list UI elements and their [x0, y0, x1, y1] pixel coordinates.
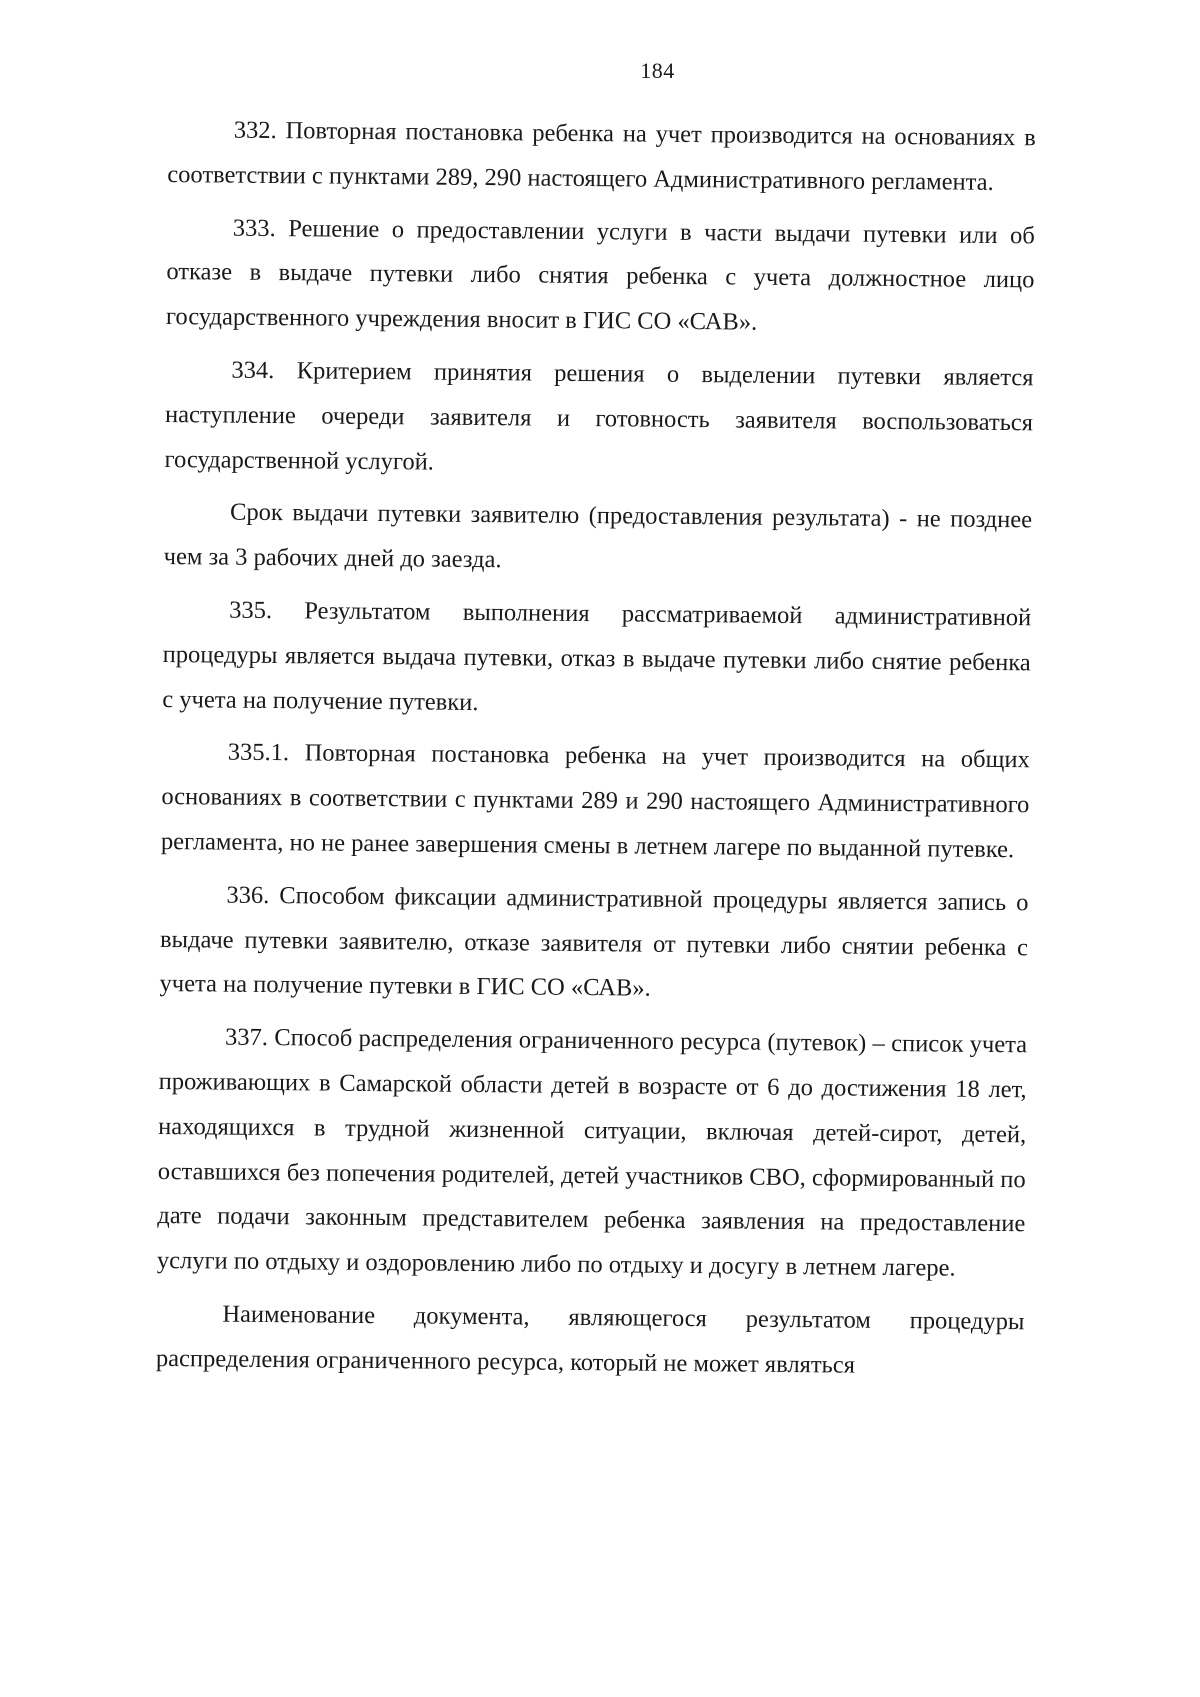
paragraph-336: 336. Способом фиксации административной процедуры является запись о выдаче путевки заявителю, отказе заявителя от путевки либо снятии ребенка с учета на получение путевки в ГИС СО «САВ».: [159, 881, 1029, 1003]
paragraph-334: 334. Критерием принятия решения о выделении путевки является наступление очереди заявителя и готовность заявителя воспользоваться государственной услугой.: [164, 356, 1034, 476]
paragraph-337: 337. Способ распределения ограниченного ресурса (путевок) – список учета проживающих в Самарской области детей в возрасте от 6 до достижения 18 лет, находящихся в трудной жизненной ситуации, включая детей-сирот, детей, оставшихся без попечения родителей, детей участников СВО, сформированный по дате подачи законным представителем ребенка заявления на предоставление услуги по отдыху и оздоровлению либо по отдыху и досугу в летнем лагере.: [156, 1023, 1028, 1282]
document-body: [156, 108, 1036, 1398]
paragraph-deadline: Срок выдачи путевки заявителю (предоставления результата) - не позднее чем за 3 рабочих дней до заезда.: [163, 498, 1033, 574]
page-number: 184: [640, 58, 675, 83]
paragraph-document-name: Наименование документа, являющегося результатом процедуры распределения ограниченного ресурса, который не может являться: [155, 1300, 1025, 1379]
paragraph-332: 332. Повторная постановка ребенка на учет производится на основаниях в соответствии с пунктами 289, 290 настоящего Административного регламента.: [167, 116, 1036, 196]
paragraph-335-1: 335.1. Повторная постановка ребенка на учет производится на общих основаниях в соответствии с пунктами 289 и 290 настоящего Административного регламента, но не ранее завершения смены в летнем лагере по выданной путевке.: [160, 738, 1030, 864]
paragraph-333: 333. Решение о предоставлении услуги в части выдачи путевки или об отказе в выдаче путевки либо снятия ребенка с учета должностное лицо государственного учреждения вносит в ГИС СО «САВ».: [165, 214, 1035, 336]
paragraph-335: 335. Результатом выполнения рассматриваемой административной процедуры является выдача путевки, отказ в выдаче путевки либо снятие ребенка с учета на получение путевки.: [162, 596, 1032, 716]
